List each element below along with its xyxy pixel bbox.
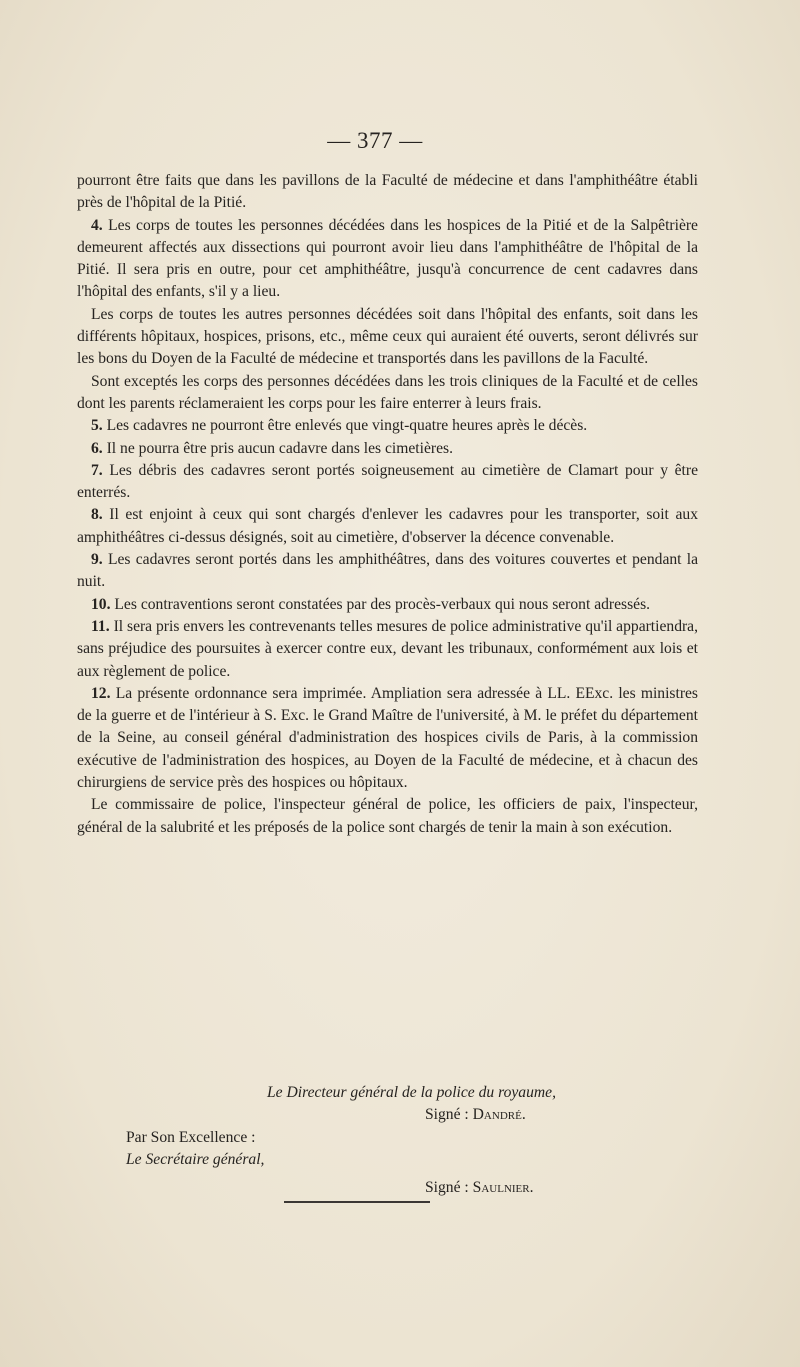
article-number: 12.: [91, 684, 111, 702]
paragraph-text: Sont exceptés les corps des personnes décédées dans les trois cliniques de la Faculté et de celles dont les parents réclameraient les corps pour les faire enterrer à leurs frais.: [77, 372, 698, 412]
secretary-name: Saulnier.: [472, 1179, 534, 1197]
paragraph: [77, 549, 698, 594]
paragraph-text: Il sera pris envers les contrevenants telles mesures de police administrative qu'il appartiendra, sans préjudice des poursuites à exercer contre eux, devant les tribunaux, conformément aux lois et aux règlement de police.: [77, 617, 699, 680]
signed-label-secretary: Signé :: [425, 1179, 469, 1197]
by-excellence-line: Par Son Excellence :: [126, 1128, 256, 1146]
paragraph: [77, 170, 698, 215]
article-number: 6.: [91, 439, 103, 457]
article-number: 10.: [91, 595, 111, 613]
paragraph-text: Les contraventions seront constatées par des procès-verbaux qui nous seront adressés.: [114, 595, 651, 613]
paragraph-text: Il est enjoint à ceux qui sont chargés d'enlever les cadavres pour les transporter, soit aux amphithéâtres ci-dessus désignés, soit au cimetière, d'observer la décence convenable.: [77, 506, 698, 546]
paragraph: [77, 794, 698, 839]
paragraph: [77, 415, 698, 437]
article-number: 8.: [91, 506, 103, 524]
paragraph-text: Il ne pourra être pris aucun cadavre dans les cimetières.: [106, 439, 453, 457]
article-number: 7.: [91, 461, 103, 479]
paragraph-text: La présente ordonnance sera imprimée. Ampliation sera adressée à LL. EExc. les ministres de la guerre et de l'intérieur à S. Exc. le Grand Maître de l'université, à M. le préfet du département de la Seine, au conseil général d'administration des hospices civils de Paris, à la commission exécutive de l'administration des hospices, au Doyen de la Faculté de médecine, et à chacun des chirurgiens de service près des hospices ou hôpitaux.: [77, 684, 699, 792]
signature-block: [77, 1082, 698, 1197]
paragraph: [77, 371, 698, 416]
paragraph: [77, 594, 698, 616]
paragraph-text: Les cadavres ne pourront être enlevés que vingt-quatre heures après le décès.: [106, 417, 588, 435]
paragraph-text: Les débris des cadavres seront portés soigneusement au cimetière de Clamart pour y être enterrés.: [77, 461, 698, 502]
body-text: [77, 170, 698, 839]
article-number: 11.: [91, 617, 110, 635]
secretary-title: Le Secrétaire général,: [126, 1150, 265, 1168]
paragraph-text: Les cadavres seront portés dans les amphithéâtres, dans des voitures couvertes et pendant la nuit.: [77, 551, 698, 591]
paragraph: [77, 304, 698, 371]
paragraph-text: Les corps de toutes les autres personnes décédées soit dans l'hôpital des enfants, soit dans les différents hôpitaux, hospices, prisons, etc., même ceux qui auraient été ouverts, seront délivrés sur les bons du Doyen de la Faculté de médecine et transportés dans les pavillons de la Faculté.: [77, 305, 698, 368]
paragraph-text: pourront être faits que dans les pavillons de la Faculté de médecine et dans l'amphithéâtre établi près de l'hôpital de la Pitié.: [77, 172, 698, 212]
paragraph: [77, 460, 698, 505]
paragraph: [77, 616, 698, 683]
director-name: Dandré.: [472, 1106, 526, 1124]
article-number: 9.: [91, 551, 103, 569]
signed-label-director: Signé :: [425, 1106, 469, 1124]
director-title: Le Directeur général de la police du royaume,: [267, 1084, 556, 1101]
paragraph: [77, 504, 698, 549]
paragraph: [77, 215, 698, 304]
paragraph-text: Les corps de toutes les personnes décédées dans les hospices de la Pitié et de la Salpêtrière demeurent affectés aux dissections qui pourront avoir lieu dans l'amphithéâtre de l'hôpital de la Pitié. Il sera pris en outre, pour cet amphithéâtre, jusqu'à concurrence de cent cadavres dans l'hôpital des enfants, s'il y a lieu.: [77, 216, 698, 301]
end-rule: [284, 1201, 430, 1203]
paragraph: [77, 683, 698, 794]
paragraph-text: Le commissaire de police, l'inspecteur général de police, les officiers de paix, l'inspecteur, général de la salubrité et les préposés de la police sont chargés de tenir la main à son exécution.: [77, 796, 698, 836]
article-number: 4.: [91, 216, 103, 234]
article-number: 5.: [91, 417, 103, 435]
paragraph: [77, 438, 698, 460]
page-number: — 377 —: [327, 128, 423, 153]
